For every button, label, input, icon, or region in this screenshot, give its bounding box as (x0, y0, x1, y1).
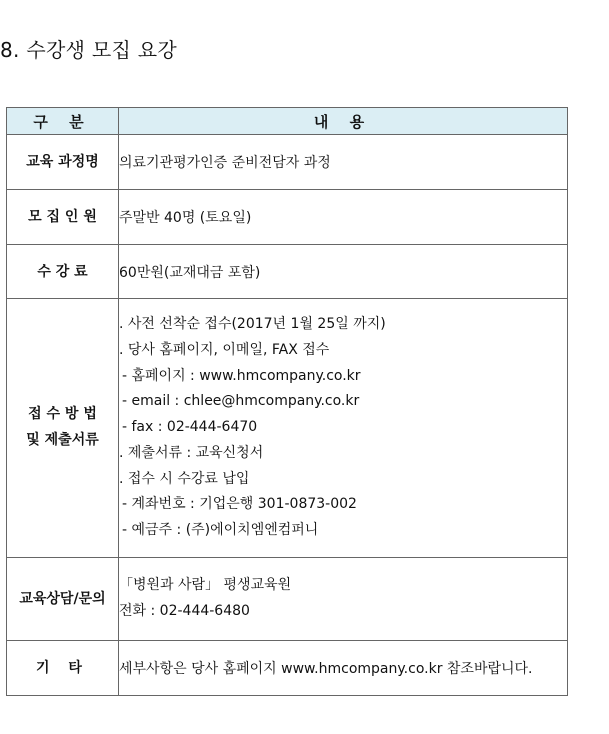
apply-line-2: . 당사 홈페이지, 이메일, FAX 접수 (119, 341, 330, 358)
page-title: 8. 수강생 모집 요강 (0, 38, 177, 62)
table-row-fee (7, 245, 568, 299)
contact-value (119, 558, 568, 641)
table-row-course (7, 135, 568, 190)
contact-label: 교육상담/문의 (7, 558, 119, 641)
apply-line-8: - 계좌번호 : 기업은행 301-0873-002 (122, 496, 357, 513)
etc-label: 기 타 (7, 641, 119, 696)
table-row-people (7, 190, 568, 245)
apply-line-4: - email : chlee@hmcompany.co.kr (122, 393, 360, 410)
apply-value (119, 299, 568, 558)
course-label: 교육 과정명 (7, 135, 119, 190)
table-row-apply (7, 299, 568, 558)
recruitment-table (6, 107, 568, 696)
apply-line-6: . 제출서류 : 교육신청서 (119, 444, 264, 461)
apply-line-9: - 예금주 : (주)에이치엠엔컴퍼니 (122, 522, 319, 539)
apply-line-3: - 홈페이지 : www.hmcompany.co.kr (122, 367, 361, 384)
contact-line-1: 「병원과 사람」 평생교육원 (119, 577, 292, 594)
people-label: 모 집 인 원 (7, 190, 119, 245)
table-header-row (7, 108, 568, 135)
apply-line-5: - fax : 02-444-6470 (122, 419, 258, 436)
apply-line-7: . 접수 시 수강료 납입 (119, 470, 250, 487)
apply-line-1: . 사전 선착순 접수(2017년 1월 25일 까지) (119, 315, 386, 332)
table-row-contact (7, 558, 568, 641)
fee-value: 60만원(교재대금 포함) (119, 245, 568, 299)
apply-label-line2: 및 제출서류 (26, 432, 99, 448)
header-category: 구 분 (7, 108, 119, 135)
fee-label: 수 강 료 (7, 245, 119, 299)
table-row-etc (7, 641, 568, 696)
contact-line-2: 전화 : 02-444-6480 (119, 603, 250, 619)
apply-label (7, 299, 119, 558)
people-value: 주말반 40명 (토요일) (119, 190, 568, 245)
course-value: 의료기관평가인증 준비전담자 과정 (119, 135, 568, 190)
etc-value: 세부사항은 당사 홈페이지 www.hmcompany.co.kr 참조바랍니다. (119, 641, 568, 696)
header-content: 내 용 (119, 108, 568, 135)
apply-label-line1: 접 수 방 법 (28, 406, 97, 423)
